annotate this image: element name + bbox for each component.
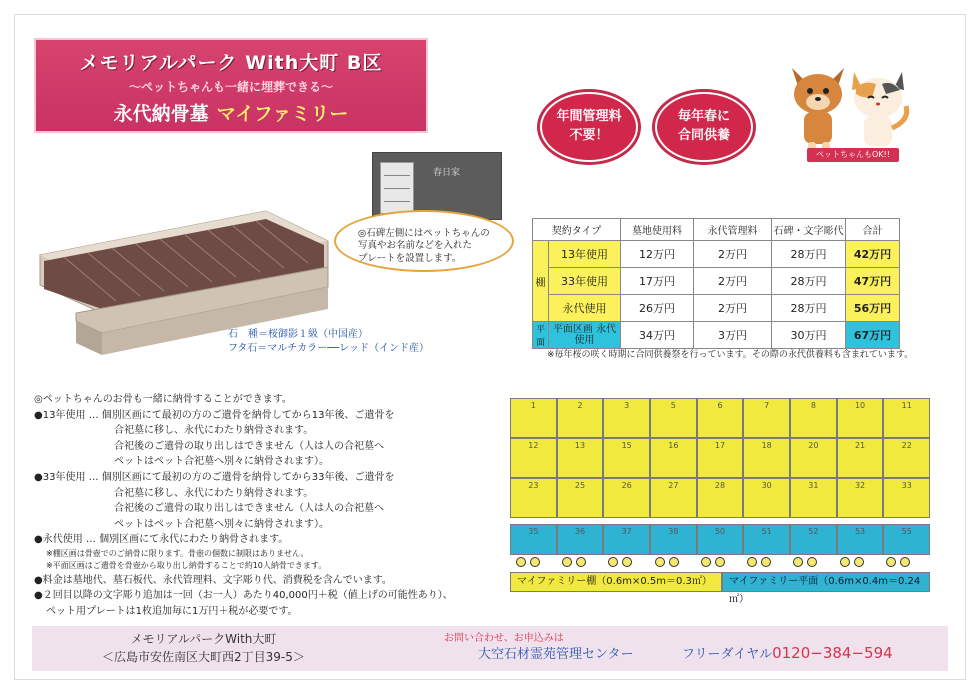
desc-line: ●33年使用 … 個別区画にて最初の方のご遺骨を納骨してから33年後、ご遺骨を — [34, 471, 395, 483]
price-row — [533, 241, 900, 268]
flat-plot-marker-icon — [562, 557, 572, 567]
lid-stone-text: フタ石＝マルチカラー──レッド（インド産） — [228, 342, 430, 354]
desc-line: ●料金は墓地代、墓石板代、永代管理料、文字彫り代、消費税を含んでいます。 — [34, 574, 392, 586]
flat-plot-marker-icon — [715, 557, 725, 567]
flat-plot-marker-icon — [576, 557, 586, 567]
plot-cell: 3 — [603, 398, 650, 438]
price-note: ※毎年桜の咲く時期に合同供養祭を行っています。その際の永代供養料も含まれています。 — [547, 350, 914, 360]
land-fee: 12万円 — [621, 241, 694, 268]
plot-cell: 13 — [557, 438, 604, 478]
total-fee: 67万円 — [846, 322, 900, 349]
grid-row — [510, 438, 930, 478]
plot-cell: 12 — [510, 438, 557, 478]
pets-ok-label: ペットちゃんもOK!! — [807, 148, 899, 162]
banner-product-name: マイファミリー — [216, 103, 349, 125]
footer-center-name: 大空石材霊苑管理センター — [478, 647, 634, 662]
cat-icon — [852, 72, 907, 146]
total-fee: 47万円 — [846, 268, 900, 295]
flat-plot-marker-icon — [854, 557, 864, 567]
title-banner — [34, 38, 428, 133]
badge-no-fee-line2: 不要！ — [569, 128, 609, 143]
col-stone-fee: 石碑・文字彫代 — [772, 219, 846, 241]
desc-line: ペットはペット合祀墓へ別々に納骨されます）。 — [114, 518, 329, 530]
group-hei: 平面 — [533, 322, 549, 349]
plot-cell: 8 — [790, 398, 837, 438]
plot-cell: 52 — [790, 524, 837, 555]
land-fee: 34万円 — [621, 322, 694, 349]
callout-line1: ◎石碑左側にはペットちゃんの — [358, 228, 490, 239]
grid-row — [510, 478, 930, 518]
management-fee: 2万円 — [694, 268, 772, 295]
desc-note: ※平面区画はご遺骨を骨壺から取り出し納骨することで約10人納骨できます。 — [46, 561, 327, 571]
flat-plot-marker-icon — [608, 557, 618, 567]
col-management-fee: 永代管理料 — [694, 219, 772, 241]
price-row — [533, 295, 900, 322]
desc-line: 合祀墓に移し、永代にわたり納骨されます。 — [114, 425, 314, 437]
plot-cell: 36 — [557, 524, 604, 555]
col-land-fee: 墓地使用料 — [621, 219, 694, 241]
flat-plot-marker-icon — [886, 557, 896, 567]
callout-line3: プレートを設置します。 — [358, 252, 462, 264]
footer-park-name: メモリアルパークWith大町 — [130, 632, 277, 646]
stone-fee: 28万円 — [772, 241, 846, 268]
desc-line: 合祀後のご遺骨の取り出しはできません（人は人の合祀墓へ — [114, 440, 384, 452]
col-total: 合計 — [846, 219, 900, 241]
price-table — [532, 218, 900, 349]
row-type: 13年使用 — [549, 241, 621, 268]
stone-fee: 28万円 — [772, 268, 846, 295]
stone-fee: 30万円 — [772, 322, 846, 349]
desc-line: ●２回目以降の文字彫り追加は一回（お一人）あたり40,000円＋税（値上げの可能性あり）、 — [34, 590, 453, 602]
flat-plot-marker-icon — [655, 557, 665, 567]
grid-row — [510, 398, 930, 438]
badge-memorial-line2: 合同供養 — [677, 128, 730, 143]
plot-cell: 5 — [650, 398, 697, 438]
desc-line: ペットはペット合祀墓へ別々に納骨されます）。 — [114, 456, 329, 468]
badge-memorial — [655, 92, 753, 162]
flat-plot-marker-icon — [761, 557, 771, 567]
total-fee: 42万円 — [846, 241, 900, 268]
stone-type-text: 石 種＝桜御影１級（中国産） — [228, 329, 368, 340]
plot-cell: 7 — [743, 398, 790, 438]
row-type: 平面区画 永代使用 — [549, 322, 621, 349]
price-row — [533, 322, 900, 349]
plot-cell: 27 — [650, 478, 697, 518]
plot-cell: 35 — [510, 524, 557, 555]
freedial-number[interactable]: 0120−384−594 — [772, 644, 893, 662]
desc-line: ペット用プレートは1枚追加毎に1万円＋税が必要です。 — [46, 606, 298, 618]
flat-plot-marker-icon — [793, 557, 803, 567]
desc-line: ●永代使用 … 個別区画にて永代にわたり納骨されます。 — [34, 534, 289, 546]
flat-plot-marker-icon — [747, 557, 757, 567]
desc-line: ◎ペットちゃんのお骨も一緒に納骨することができます。 — [34, 394, 292, 405]
banner-product-type: 永代納骨墓 — [113, 103, 209, 125]
flat-plot-marker-icon — [516, 557, 526, 567]
grid-legend — [510, 572, 930, 605]
badge-no-fee — [540, 92, 638, 162]
legend-flat: マイファミリー平面（0.6m×0.4m＝0.24㎡） — [722, 572, 930, 592]
plot-cell: 15 — [603, 438, 650, 478]
flat-plot-marker-icon — [840, 557, 850, 567]
plot-cell: 6 — [697, 398, 744, 438]
footer — [32, 626, 948, 671]
price-header-row — [533, 219, 900, 241]
plot-cell: 20 — [790, 438, 837, 478]
plot-cell: 16 — [650, 438, 697, 478]
legend-shelf: マイファミリー棚（0.6m×0.5m＝0.3㎡） — [510, 572, 722, 592]
desc-line: 合祀墓に移し、永代にわたり納骨されます。 — [114, 487, 314, 499]
banner-subtitle: 〜ペットちゃんも一緒に埋葬できる〜 — [128, 80, 333, 94]
plot-cell: 18 — [743, 438, 790, 478]
land-fee: 26万円 — [621, 295, 694, 322]
footer-inquiry: お問い合わせ、お申込みは — [444, 633, 564, 644]
col-contract-type: 契約タイプ — [533, 219, 621, 241]
dog-icon — [792, 68, 844, 150]
plot-cell: 17 — [697, 438, 744, 478]
plate-callout — [334, 210, 514, 272]
price-row — [533, 268, 900, 295]
desc-line: 合祀後のご遺骨の取り出しはできません（人は人の合祀墓へ — [114, 503, 384, 515]
stone-caption — [228, 328, 429, 355]
desc-line: ●13年使用 … 個別区画にて最初の方のご遺骨を納骨してから13年後、ご遺骨を — [34, 409, 395, 421]
total-fee: 56万円 — [846, 295, 900, 322]
banner-product — [34, 99, 428, 126]
callout-line2: 写真やお名前などを入れた — [358, 240, 473, 252]
plot-cell: 10 — [837, 398, 884, 438]
flat-plot-marker-icon — [900, 557, 910, 567]
badge-no-fee-line1: 年間管理料 — [556, 109, 622, 125]
description-block — [34, 392, 504, 620]
plot-cell: 50 — [697, 524, 744, 555]
pets-illustration — [784, 58, 914, 158]
plaque-family-name: 春日家 — [433, 168, 461, 178]
flat-plot-marker-icon — [807, 557, 817, 567]
desc-note: ※棚区画は骨壺でのご納骨に限ります。骨壺の個数に制限はありません。 — [46, 548, 309, 558]
row-type: 永代使用 — [549, 295, 621, 322]
plot-cell: 53 — [837, 524, 884, 555]
plot-cell: 11 — [883, 398, 930, 438]
plot-cell: 55 — [883, 524, 930, 555]
group-tana: 棚 — [533, 241, 549, 322]
flat-plot-markers — [510, 555, 930, 569]
badge-memorial-line1: 毎年春に — [677, 109, 730, 125]
footer-park-info — [102, 630, 305, 666]
freedial-label: フリーダイヤル — [682, 647, 773, 662]
plot-layout-grid — [510, 398, 930, 605]
plot-cell: 21 — [837, 438, 884, 478]
plot-cell: 33 — [883, 478, 930, 518]
management-fee: 3万円 — [694, 322, 772, 349]
flat-plot-marker-icon — [669, 557, 679, 567]
footer-address: ＜広島市安佐南区大町西2丁目39-5＞ — [102, 650, 305, 664]
land-fee: 17万円 — [621, 268, 694, 295]
grid-row — [510, 524, 930, 555]
flat-plot-marker-icon — [530, 557, 540, 567]
plot-cell: 2 — [557, 398, 604, 438]
plot-cell: 26 — [603, 478, 650, 518]
plot-cell: 23 — [510, 478, 557, 518]
management-fee: 2万円 — [694, 295, 772, 322]
management-fee: 2万円 — [694, 241, 772, 268]
pet-plate — [380, 162, 414, 214]
plot-cell: 25 — [557, 478, 604, 518]
plot-cell: 38 — [650, 524, 697, 555]
footer-freedial — [682, 643, 893, 662]
flat-plot-marker-icon — [622, 557, 632, 567]
plot-cell: 37 — [603, 524, 650, 555]
plot-cell: 30 — [743, 478, 790, 518]
row-type: 33年使用 — [549, 268, 621, 295]
banner-title: メモリアルパーク With大町 B区 — [79, 52, 383, 74]
plot-cell: 31 — [790, 478, 837, 518]
plot-cell: 1 — [510, 398, 557, 438]
plot-cell: 28 — [697, 478, 744, 518]
plot-cell: 32 — [837, 478, 884, 518]
stone-fee: 28万円 — [772, 295, 846, 322]
flat-plot-marker-icon — [701, 557, 711, 567]
plot-cell: 22 — [883, 438, 930, 478]
plot-cell: 51 — [743, 524, 790, 555]
